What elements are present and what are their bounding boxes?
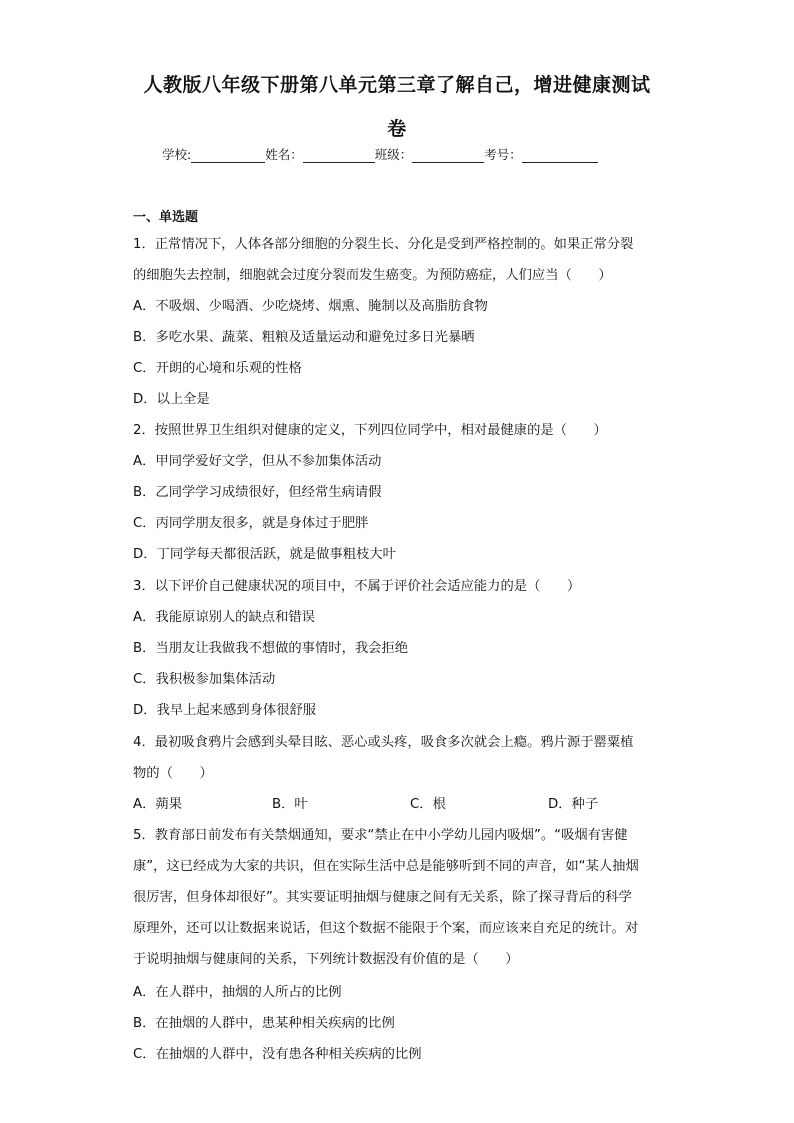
exam-title: 人教版八年级下册第八单元第三章了解自己，增进健康测试 — [143, 74, 651, 96]
number-label: 考号： — [484, 147, 522, 162]
question-5-line-4: 原理外，还可以让数据来说话，但这个数据不能限于个案，而应该来自充足的统计。对 — [133, 921, 639, 936]
section-heading: 一、单选题 — [133, 210, 199, 225]
question-2-line-1: 2．按照世界卫生组织对健康的定义，下列四位同学中，相对最健康的是（ ） — [133, 423, 607, 438]
class-label: 班级： — [374, 147, 413, 162]
question-5-option-b: B．在抽烟的人群中，患某种相关疾病的比例 — [133, 1016, 395, 1031]
question-4-line-2: 物的（ ） — [133, 766, 213, 781]
school-label: 学校: — [162, 147, 192, 162]
question-4-option-a: A．蒴果 — [133, 797, 182, 812]
number-blank — [522, 148, 598, 163]
class-blank — [412, 148, 484, 163]
question-4-option-c: C．根 — [410, 797, 446, 812]
question-5-option-a: A．在人群中，抽烟的人所占的比例 — [133, 985, 342, 1000]
question-5-line-2: 康”，这已经成为大家的共识，但在实际生活中总是能够听到不同的声音，如“某人抽烟 — [133, 859, 639, 874]
school-blank — [191, 148, 265, 163]
question-3-option-d: D．我早上起来感到身体很舒服 — [133, 703, 317, 718]
question-4-option-b: B．叶 — [272, 797, 308, 812]
question-2-option-b: B．乙同学学习成绩很好，但经常生病请假 — [133, 485, 382, 500]
name-blank — [303, 148, 375, 163]
question-4-option-d: D．种子 — [548, 797, 599, 812]
question-1-option-b: B．多吃水果、蔬菜、粗粮及适量运动和避免过多日光暴晒 — [133, 330, 475, 345]
question-1-option-d: D．以上全是 — [133, 392, 210, 407]
question-5-line-3: 很厉害，但身体却很好”。其实要证明抽烟与健康之间有无关系，除了探寻背后的科学 — [133, 890, 632, 905]
question-5-line-1: 5．教育部日前发布有关禁烟通知，要求“禁止在中小学幼儿园内吸烟”。“吸烟有害健 — [133, 828, 628, 843]
question-2-option-c: C．丙同学朋友很多，就是身体过于肥胖 — [133, 516, 369, 531]
student-info-row — [162, 145, 642, 163]
question-3-option-a: A．我能原谅别人的缺点和错误 — [133, 610, 315, 625]
question-3-option-c: C．我积极参加集体活动 — [133, 672, 276, 687]
exam-title-continued: 卷 — [387, 118, 407, 140]
question-2-option-a: A．甲同学爱好文学，但从不参加集体活动 — [133, 454, 382, 469]
question-1-option-c: C．开朗的心境和乐观的性格 — [133, 361, 302, 376]
name-label: 姓名： — [265, 147, 303, 162]
question-1-option-a: A．不吸烟、少喝酒、少吃烧烤、烟熏、腌制以及高脂肪食物 — [133, 299, 488, 314]
question-5-line-5: 于说明抽烟与健康间的关系，下列统计数据没有价值的是（ ） — [133, 952, 519, 967]
question-1-line-1: 1．正常情况下，人体各部分细胞的分裂生长、分化是受到严格控制的。如果正常分裂 — [133, 237, 634, 252]
question-5-option-c: C．在抽烟的人群中，没有患各种相关疾病的比例 — [133, 1047, 422, 1062]
question-4-line-1: 4．最初吸食鸦片会感到头晕目眩、恶心或头疼，吸食多次就会上瘾。鸦片源于罂粟植 — [133, 735, 634, 750]
question-3-line-1: 3．以下评价自己健康状况的项目中，不属于评价社会适应能力的是（ ） — [133, 579, 581, 594]
question-2-option-d: D．丁同学每天都很活跃，就是做事粗枝大叶 — [133, 547, 396, 562]
question-3-option-b: B．当朋友让我做我不想做的事情时，我会拒绝 — [133, 641, 409, 656]
question-1-line-2: 的细胞失去控制，细胞就会过度分裂而发生癌变。为预防癌症，人们应当（ ） — [133, 268, 612, 283]
